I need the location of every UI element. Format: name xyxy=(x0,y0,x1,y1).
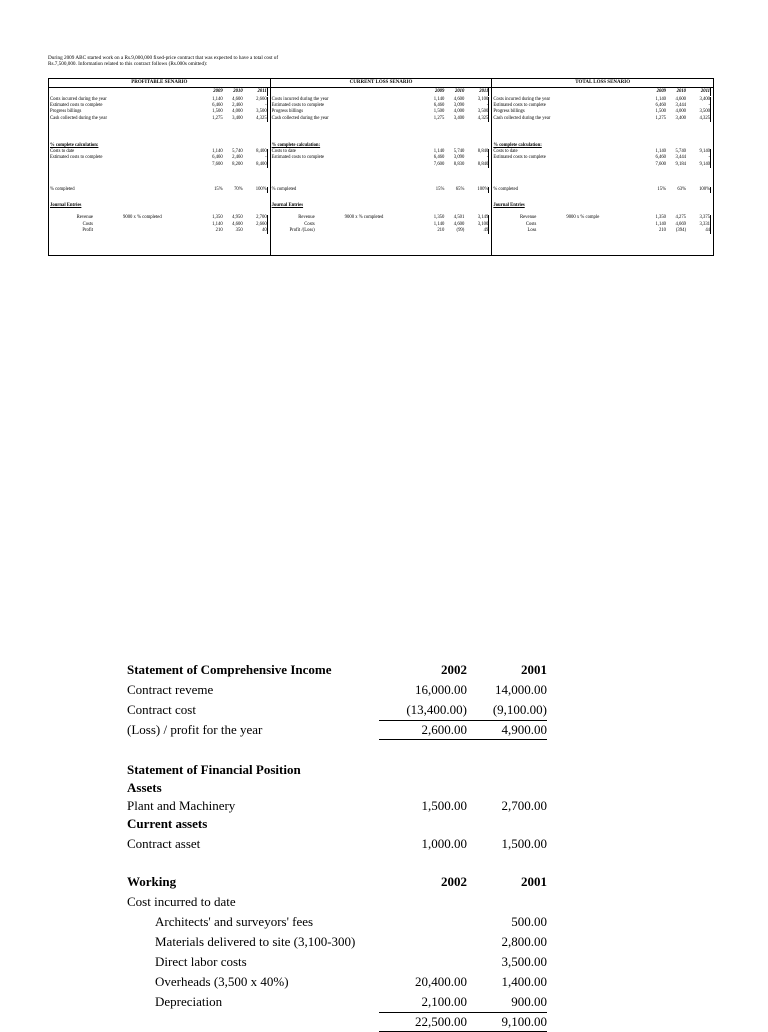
working-label: Architects' and surveyors' fees xyxy=(155,914,314,929)
income-label: (Loss) / profit for the year xyxy=(127,722,263,737)
value-cell: 210 xyxy=(658,227,667,233)
working-title: Working xyxy=(127,874,177,889)
value-cell: 63% xyxy=(677,187,687,192)
pct-row xyxy=(271,162,492,168)
value-cell: 4,600 xyxy=(453,221,465,227)
income-value: 4,900.00 xyxy=(501,722,547,737)
row-label: Costs to date xyxy=(271,149,296,155)
value-cell: 1,275 xyxy=(212,115,223,121)
year-header-row xyxy=(492,88,713,96)
value-cell: 4,600 xyxy=(232,221,243,227)
journal-label: Revenue xyxy=(298,215,315,221)
value-cell: - xyxy=(247,155,268,161)
working-row xyxy=(127,952,547,972)
completed-label: % completed xyxy=(493,187,518,192)
pct-title: % complete calculation: xyxy=(50,143,99,148)
row-label: Progress billings xyxy=(271,109,304,115)
value-cell: 210 xyxy=(215,227,223,233)
value-cell: 3,331 xyxy=(690,222,711,228)
value-cell: 6,460 xyxy=(433,155,445,161)
plant-value: 2,700.00 xyxy=(501,798,547,813)
value-cell: (99) xyxy=(456,227,465,233)
income-header-row xyxy=(127,660,547,680)
value-cell: 3,500 xyxy=(690,109,711,115)
journal-block xyxy=(492,203,713,234)
value-cell: 5,740 xyxy=(453,149,465,155)
working-value: 2,800.00 xyxy=(501,934,547,949)
value-cell: 1,140 xyxy=(433,149,445,155)
completed-row xyxy=(49,187,270,193)
scenario-panel-total-loss xyxy=(491,79,713,255)
scenario-panel-profitable xyxy=(49,79,270,255)
pct-row xyxy=(49,162,270,168)
year-header: 2009 xyxy=(656,89,667,94)
value-cell: 15% xyxy=(435,187,445,192)
value-cell: 49 xyxy=(468,228,489,234)
value-cell: 210 xyxy=(437,227,445,233)
income-value: 2,600.00 xyxy=(421,722,467,737)
value-cell: 1,140 xyxy=(655,221,667,227)
pct-title: % complete calculation: xyxy=(271,143,321,148)
year-header-row xyxy=(271,88,492,96)
value-cell: 6,460 xyxy=(212,103,223,109)
row-label: Estimated costs to complete xyxy=(493,155,546,161)
income-row-cost xyxy=(127,700,547,720)
value-cell: 3,375 xyxy=(690,215,711,221)
row-label: Cash collected during the year xyxy=(493,115,551,121)
working-label: Direct labor costs xyxy=(155,954,247,969)
value-cell: 3,090 xyxy=(453,155,465,161)
year-header: 2010 xyxy=(676,89,687,94)
journal-label: Revenue xyxy=(519,215,537,221)
value-cell: 100% xyxy=(468,187,489,193)
value-cell: 1,140 xyxy=(212,149,223,155)
working-row xyxy=(127,932,547,952)
value-cell: 3,400 xyxy=(690,97,711,103)
working-label: Overheads (3,500 x 40%) xyxy=(155,974,289,989)
plant-label: Plant and Machinery xyxy=(127,798,236,813)
completed-block xyxy=(49,187,270,193)
value-cell: 350 xyxy=(235,227,243,233)
row-label: Estimated costs to complete xyxy=(50,155,103,161)
journal-label: Loss xyxy=(527,227,537,233)
value-cell: 5,740 xyxy=(675,149,687,155)
assets-label: Assets xyxy=(127,780,162,795)
scenario-title: TOTAL LOSS SENARIO xyxy=(492,79,713,88)
journal-row xyxy=(49,228,270,234)
working-label: Depreciation xyxy=(155,994,223,1009)
journal-formula: 9000 x % completed xyxy=(344,215,384,221)
value-cell: 6,460 xyxy=(655,103,667,109)
working-year-2: 2001 xyxy=(521,874,547,889)
row-label: Costs to date xyxy=(493,149,518,155)
working-row xyxy=(127,912,547,932)
value-cell: 2,660 xyxy=(247,97,268,103)
income-value: 16,000.00 xyxy=(415,682,467,697)
working-value: 900.00 xyxy=(511,994,547,1009)
value-cell: 3,500 xyxy=(468,109,489,115)
working-value: 20,400.00 xyxy=(415,974,467,989)
plant-value: 1,500.00 xyxy=(421,798,467,813)
cost-block xyxy=(271,97,492,122)
income-row-profit xyxy=(127,720,547,740)
value-cell: 1,500 xyxy=(433,109,445,115)
value-cell: 9,140 xyxy=(690,149,711,155)
contract-asset-value: 1,000.00 xyxy=(421,836,467,851)
journal-formula: 9000 x % completed xyxy=(123,215,162,221)
row-label: Costs incurred during the year xyxy=(493,97,551,102)
value-cell: 8,400 xyxy=(247,149,268,155)
pct-block xyxy=(271,143,492,168)
value-cell: 2,460 xyxy=(232,155,243,161)
scenario-title: CURRENT LOSS SENARIO xyxy=(271,79,492,88)
value-cell: 1,500 xyxy=(655,109,667,115)
value-cell: 100% xyxy=(247,187,268,193)
working-value: 2,100.00 xyxy=(421,994,467,1009)
value-cell: 3,149 xyxy=(468,215,489,221)
scenario-panel-current-loss xyxy=(270,79,492,255)
value-cell: 1,275 xyxy=(433,115,445,121)
value-cell: 1,350 xyxy=(212,215,223,221)
row-label: Costs incurred during the year xyxy=(271,97,329,102)
value-cell: 2,460 xyxy=(232,103,243,109)
working-value: 1,400.00 xyxy=(501,974,547,989)
income-year-2: 2001 xyxy=(521,662,547,677)
value-cell: 100% xyxy=(690,187,711,193)
income-label: Contract cost xyxy=(127,702,196,717)
working-header-row xyxy=(127,872,547,892)
position-title: Statement of Financial Position xyxy=(127,762,301,777)
journal-label: Costs xyxy=(82,221,93,227)
contract-asset-label: Contract asset xyxy=(127,836,201,851)
row-label: Estimated costs to complete xyxy=(271,103,325,109)
value-cell: 3,444 xyxy=(675,103,687,109)
value-cell: 3,400 xyxy=(453,115,465,121)
value-cell: 8,400 xyxy=(247,162,268,168)
year-header: 2011 xyxy=(247,88,268,96)
row-label: Estimated costs to complete xyxy=(271,155,325,161)
value-cell: 4,950 xyxy=(232,215,243,221)
value-cell: 8,840 xyxy=(468,149,489,155)
value-cell: - xyxy=(247,103,268,109)
value-cell: 4,325 xyxy=(247,116,268,122)
year-header: 2009 xyxy=(213,89,223,94)
value-cell: 9,184 xyxy=(675,161,687,167)
completed-label: % completed xyxy=(50,187,75,192)
value-cell: 44 xyxy=(690,228,711,234)
scenario-title: PROFITABLE SENARIO xyxy=(49,79,270,88)
value-cell: 1,500 xyxy=(212,109,223,115)
year-header: 2010 xyxy=(454,89,465,94)
journal-label: Profit xyxy=(82,227,93,233)
value-cell: 4,325 xyxy=(690,116,711,122)
value-cell: 1,140 xyxy=(655,149,667,155)
value-cell: 8,830 xyxy=(453,161,465,167)
value-cell: 5,740 xyxy=(232,149,243,155)
value-cell: 1,140 xyxy=(655,97,667,102)
journal-title: Journal Entries xyxy=(271,203,304,208)
income-title: Statement of Comprehensive Income xyxy=(127,662,332,677)
journal-label: Revenue xyxy=(76,215,93,221)
value-cell: 1,140 xyxy=(433,221,445,227)
working-subtitle: Cost incurred to date xyxy=(127,894,236,909)
value-cell: 4,000 xyxy=(232,109,243,115)
value-cell: 8,200 xyxy=(232,161,243,167)
pct-block xyxy=(492,143,713,168)
total-rule xyxy=(379,739,547,740)
value-cell: 3,444 xyxy=(675,155,687,161)
year-header: 2011 xyxy=(690,88,711,96)
value-cell: 1,350 xyxy=(655,215,667,221)
value-cell: 6,460 xyxy=(655,155,667,161)
value-cell: 6,460 xyxy=(212,155,223,161)
value-cell: - xyxy=(690,155,711,161)
value-cell: 4,325 xyxy=(468,116,489,122)
value-cell: 65% xyxy=(455,187,465,192)
value-cell: 1,140 xyxy=(433,97,445,102)
cost-block xyxy=(49,97,270,122)
value-cell: - xyxy=(468,155,489,161)
income-row-revenue xyxy=(127,680,547,700)
year-header: 2011 xyxy=(468,88,489,96)
value-cell: 9,140 xyxy=(690,162,711,168)
row-label: Progress billings xyxy=(50,109,82,115)
value-cell: 40 xyxy=(247,228,268,234)
value-cell: 4,000 xyxy=(453,109,465,115)
income-value: (9,100.00) xyxy=(492,702,547,717)
journal-title: Journal Entries xyxy=(50,203,82,208)
journal-row xyxy=(271,228,492,234)
year-header: 2010 xyxy=(233,89,243,94)
working-label: Materials delivered to site (3,100-300) xyxy=(155,934,356,949)
value-cell: 4,000 xyxy=(675,109,687,115)
plant-row xyxy=(127,796,547,816)
value-cell: 3,090 xyxy=(453,103,465,109)
journal-title: Journal Entries xyxy=(493,203,525,208)
value-cell: - xyxy=(690,103,711,109)
current-assets-label: Current assets xyxy=(127,816,208,831)
value-cell: 1,350 xyxy=(433,215,445,221)
journal-block xyxy=(271,203,492,234)
completed-row xyxy=(492,187,713,193)
value-cell: 8,840 xyxy=(468,162,489,168)
value-cell: 70% xyxy=(234,187,243,192)
journal-label: Profit /(Loss) xyxy=(289,227,315,233)
value-cell: (394) xyxy=(675,227,687,233)
row-label: Costs incurred during the year xyxy=(50,97,107,102)
data-row xyxy=(49,116,270,122)
current-assets-row xyxy=(127,816,547,832)
value-cell: 4,600 xyxy=(453,97,465,102)
working-total: 9,100.00 xyxy=(501,1014,547,1029)
value-cell: 4,600 xyxy=(675,97,687,102)
value-cell: 7,600 xyxy=(655,161,667,167)
pct-row xyxy=(492,162,713,168)
value-cell: 3,400 xyxy=(232,115,243,121)
cost-block xyxy=(492,97,713,122)
completed-row xyxy=(271,187,492,193)
pct-title: % complete calculation: xyxy=(493,143,542,148)
contract-asset-row xyxy=(127,832,547,856)
working-value: 3,500.00 xyxy=(501,954,547,969)
contract-asset-value: 1,500.00 xyxy=(501,836,547,851)
row-label: Estimated costs to complete xyxy=(50,103,103,109)
working-row xyxy=(127,992,547,1012)
value-cell: 15% xyxy=(657,187,667,192)
value-cell: 4,669 xyxy=(675,221,687,227)
completed-label: % completed xyxy=(271,187,297,192)
row-label: Cash collected during the year xyxy=(50,115,108,121)
row-label: Progress billings xyxy=(493,109,525,115)
data-row xyxy=(271,116,492,122)
working-row xyxy=(127,972,547,992)
working-total: 22,500.00 xyxy=(415,1014,467,1029)
position-title-row xyxy=(127,760,547,780)
working-value: 500.00 xyxy=(511,914,547,929)
value-cell: 1,140 xyxy=(212,97,223,102)
income-value: (13,400.00) xyxy=(406,702,467,717)
journal-label: Costs xyxy=(304,221,315,227)
value-cell: 2,700 xyxy=(247,215,268,221)
value-cell: 4,501 xyxy=(453,215,465,221)
row-label: Costs to date xyxy=(50,149,75,155)
value-cell: 6,460 xyxy=(433,103,445,109)
value-cell: 1,140 xyxy=(212,221,223,227)
row-label: Cash collected during the year xyxy=(271,115,329,121)
journal-label: Costs xyxy=(525,221,537,227)
pct-block xyxy=(49,143,270,168)
contract-scenarios-sheet xyxy=(48,78,714,256)
row-label: Estimated costs to complete xyxy=(493,103,546,109)
value-cell: 3,100 xyxy=(468,222,489,228)
intro-text: During 2009 ABC started work on a Rs.9,000,000 fixed-price contract that was expected to have a total cost of Rs.7,500,000. Information related to this contract follows (Rs.000s omitted): xyxy=(48,55,279,68)
value-cell: 4,600 xyxy=(232,97,243,102)
value-cell: 7,600 xyxy=(433,161,445,167)
value-cell: 4,275 xyxy=(675,215,687,221)
journal-row xyxy=(492,228,713,234)
value-cell: 7,600 xyxy=(212,161,223,167)
income-year-1: 2002 xyxy=(441,662,467,677)
working-year-1: 2002 xyxy=(441,874,467,889)
journal-formula: 9000 x % comple xyxy=(566,215,600,221)
year-header-row xyxy=(49,88,270,96)
year-header: 2009 xyxy=(434,89,445,94)
financial-statements xyxy=(127,660,547,1032)
value-cell: 2,660 xyxy=(247,222,268,228)
value-cell: 3,400 xyxy=(675,115,687,121)
working-subtitle-row xyxy=(127,892,547,912)
value-cell: 3,500 xyxy=(247,109,268,115)
value-cell: 1,275 xyxy=(655,115,667,121)
value-cell: 15% xyxy=(214,187,223,192)
journal-block xyxy=(49,203,270,234)
value-cell: - xyxy=(468,103,489,109)
completed-block xyxy=(271,187,492,193)
data-row xyxy=(492,116,713,122)
completed-block xyxy=(492,187,713,193)
value-cell: 3,100 xyxy=(468,97,489,103)
working-total-row xyxy=(127,1012,547,1032)
income-label: Contract reveme xyxy=(127,682,214,697)
assets-row xyxy=(127,780,547,796)
income-value: 14,000.00 xyxy=(495,682,547,697)
